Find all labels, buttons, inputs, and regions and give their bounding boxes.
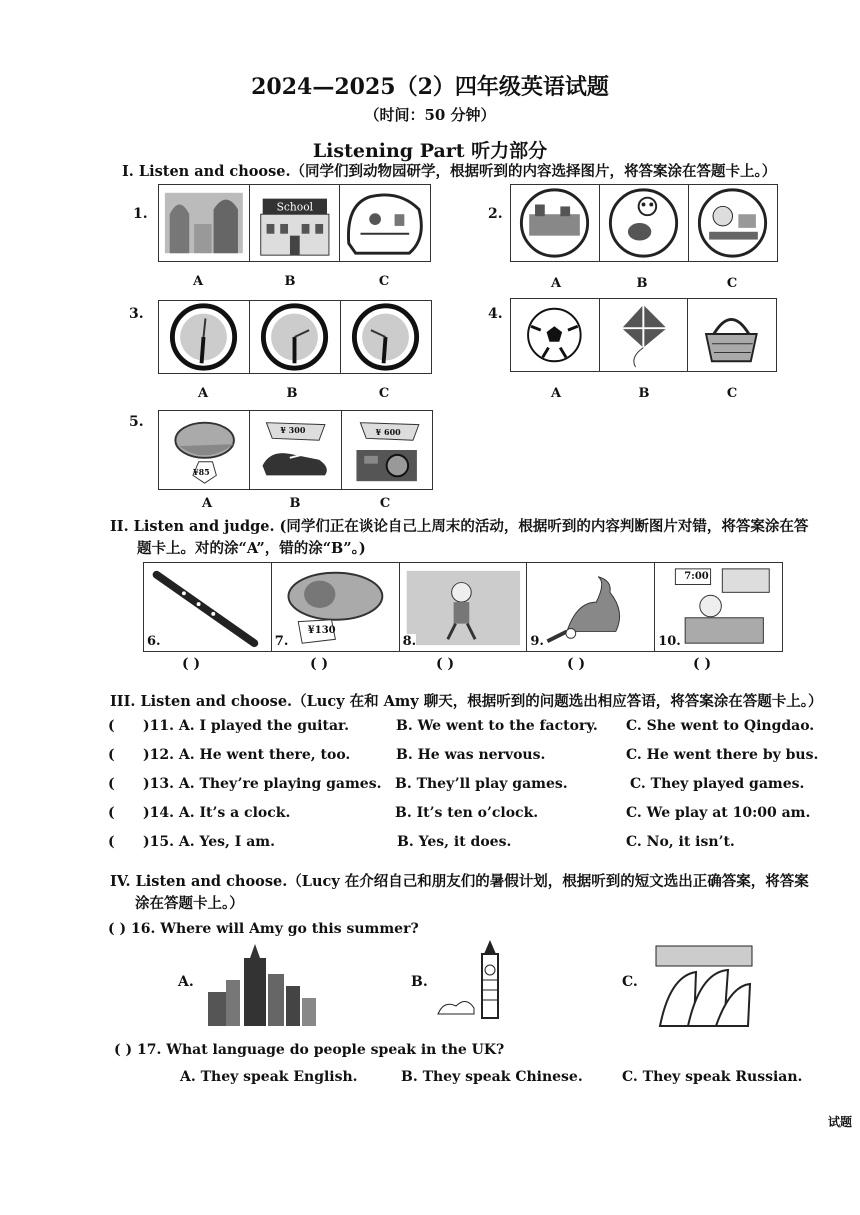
q5-label-c: C	[379, 496, 391, 511]
q10-number: 10.	[658, 634, 681, 649]
section2-pictures	[143, 562, 783, 652]
q15-option-a: )15. A. Yes, I am.	[143, 834, 275, 850]
boy-waking-icon	[655, 563, 782, 651]
q3-label-a: A	[197, 386, 209, 401]
q1-number: 1.	[133, 206, 148, 222]
zoo-map-icon	[340, 185, 430, 261]
opera-house-icon	[654, 942, 754, 1028]
hat-price-icon	[272, 563, 400, 651]
q11-option-a: )11. A. I played the guitar.	[143, 718, 349, 734]
q6-answer[interactable]: ( )	[182, 656, 201, 672]
q7-number: 7.	[274, 634, 289, 649]
q17-option-c: C. They speak Russian.	[622, 1069, 803, 1085]
q14-option-a: )14. A. It’s a clock.	[143, 805, 291, 821]
part-heading: Listening Part 听力部分	[312, 140, 548, 162]
skating-boy-icon	[400, 563, 528, 651]
q1-pictures	[158, 184, 431, 262]
picnic-basket-icon	[688, 299, 776, 371]
flute-icon	[144, 563, 272, 651]
q16-question: ( ) 16. Where will Amy go this summer?	[108, 921, 419, 937]
clock-icon	[159, 301, 250, 373]
skyline-icon	[204, 944, 320, 1028]
q11-option-b: B. We went to the factory.	[396, 718, 598, 734]
q5-pictures	[158, 410, 433, 490]
q12-option-c: C. He went there by bus.	[626, 747, 819, 763]
q5c-price: ¥ 600	[375, 427, 401, 437]
kangaroo-icon	[527, 563, 655, 651]
q13-option-c: C. They played games.	[630, 776, 805, 792]
q6-number: 6.	[147, 634, 161, 649]
q5-label-a: A	[201, 496, 213, 511]
q9-answer[interactable]: ( )	[567, 656, 586, 672]
q5a-price: ¥85	[193, 467, 210, 477]
kite-icon	[600, 299, 689, 371]
q5b-price: ¥ 300	[280, 425, 306, 435]
q1-label-c: C	[378, 274, 390, 289]
q2-label-b: B	[636, 276, 648, 291]
camera-icon	[342, 411, 432, 489]
big-ben-icon	[436, 940, 532, 1020]
section4-heading-line2: 涂在答题卡上。）	[135, 895, 244, 912]
q15-paren[interactable]: (	[108, 834, 115, 850]
q4-pictures	[510, 298, 777, 372]
q7-answer[interactable]: ( )	[310, 656, 329, 672]
q10-clock: 7:00	[684, 571, 709, 582]
panda-icon	[600, 185, 689, 261]
boy-reading-icon	[689, 185, 777, 261]
school-building-icon	[250, 185, 341, 261]
q11-option-c: C. She went to Qingdao.	[626, 718, 815, 734]
q16-label-c: C.	[622, 974, 638, 990]
q7-price: ¥130	[307, 625, 336, 636]
q15-option-b: B. Yes, it does.	[397, 834, 512, 850]
cap-icon	[159, 411, 250, 489]
q5-label-b: B	[289, 496, 301, 511]
zoo-gate-icon	[159, 185, 250, 261]
page-title: 2024—2025（2）四年级英语试题	[251, 74, 609, 100]
q17-question: ( ) 17. What language do people speak in the UK?	[114, 1042, 505, 1058]
q10-answer[interactable]: ( )	[693, 656, 712, 672]
section1-heading: I. Listen and choose.（同学们到动物园研学，根据听到的内容选择图片，将答案涂在答题卡上。）	[122, 163, 777, 180]
q12-option-b: B. He was nervous.	[396, 747, 546, 763]
clock-icon	[341, 301, 431, 373]
section2-heading-line2: 题卡上。对的涂“A”，错的涂“B”。)	[137, 540, 366, 557]
q1-label-a: A	[192, 274, 204, 289]
q17-option-b: B. They speak Chinese.	[401, 1069, 583, 1085]
q13-option-b: B. They’ll play games.	[395, 776, 568, 792]
q14-option-c: C. We play at 10:00 am.	[626, 805, 811, 821]
q12-paren[interactable]: (	[108, 747, 115, 763]
football-icon	[511, 299, 600, 371]
page-footer: 试题	[827, 1115, 852, 1129]
q3-label-c: C	[378, 386, 390, 401]
q2-pictures	[510, 184, 778, 262]
q11-paren[interactable]: (	[108, 718, 115, 734]
q4-label-a: A	[550, 386, 562, 401]
q2-number: 2.	[488, 206, 503, 222]
q17-option-a: A. They speak English.	[180, 1069, 358, 1085]
q13-option-a: )13. A. They’re playing games.	[143, 776, 382, 792]
section3-heading: III. Listen and choose.（Lucy 在和 Amy 聊天，根据听到的问题选出相应答语，将答案涂在答题卡上。）	[110, 693, 823, 710]
q14-paren[interactable]: (	[108, 805, 115, 821]
q4-label-c: C	[726, 386, 738, 401]
section4-heading: IV. Listen and choose.（Lucy 在介绍自己和朋友们的暑假计划，根据听到的短文选出正确答案，将答案	[110, 873, 809, 890]
q1-label-b: B	[284, 274, 296, 289]
q16-label-a: A.	[178, 974, 194, 990]
svg-text:School: School	[276, 200, 313, 214]
q16-label-b: B.	[411, 974, 428, 990]
q5-number: 5.	[129, 414, 144, 430]
q8-number: 8.	[402, 634, 417, 649]
section2-heading: II. Listen and judge. (同学们正在谈论自己上周末的活动，根据听到的内容判断图片对错，将答案涂在答	[110, 518, 809, 535]
q4-number: 4.	[488, 306, 503, 322]
q8-answer[interactable]: ( )	[436, 656, 455, 672]
exam-time: （时间：50 分钟）	[364, 106, 496, 124]
q9-number: 9.	[530, 634, 544, 649]
q4-label-b: B	[638, 386, 650, 401]
q14-option-b: B. It’s ten o’clock.	[395, 805, 539, 821]
q3-label-b: B	[286, 386, 298, 401]
q3-number: 3.	[129, 306, 144, 322]
q2-label-a: A	[550, 276, 562, 291]
q15-option-c: C. No, it isn’t.	[626, 834, 735, 850]
factory-icon	[511, 185, 600, 261]
clock-icon	[250, 301, 341, 373]
q13-paren[interactable]: (	[108, 776, 115, 792]
q3-pictures	[158, 300, 432, 374]
q12-option-a: )12. A. He went there, too.	[143, 747, 351, 763]
q2-label-c: C	[726, 276, 738, 291]
shoes-icon	[250, 411, 341, 489]
